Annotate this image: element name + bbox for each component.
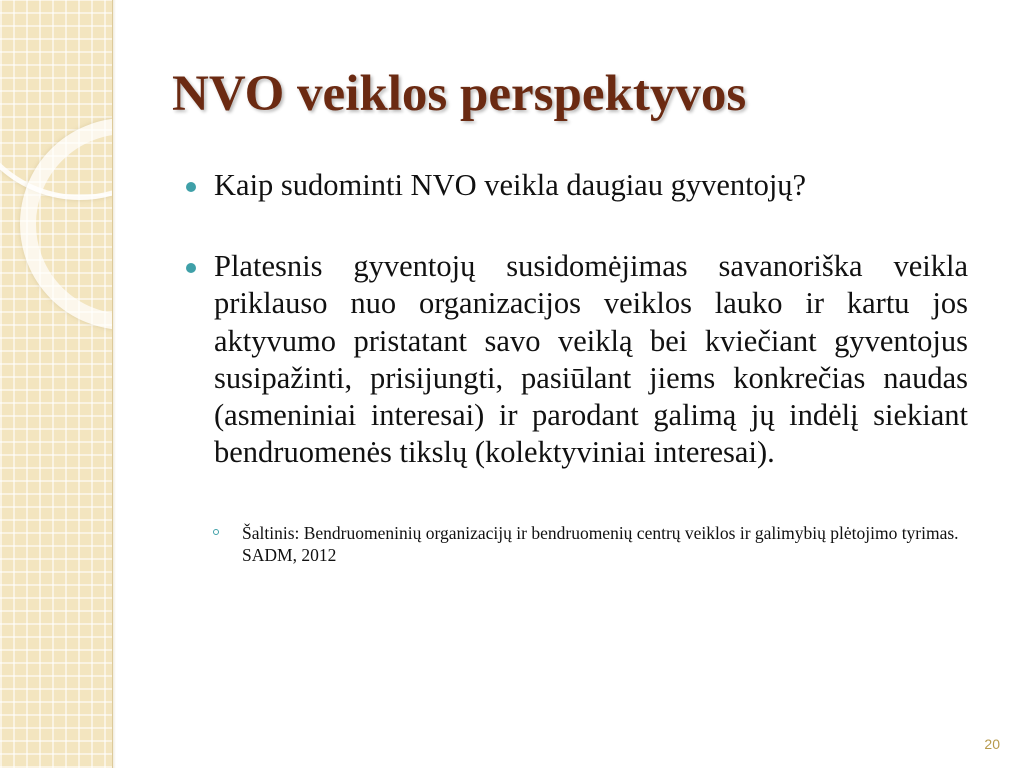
slide-content bbox=[182, 167, 972, 567]
sub-bullet-circle-icon bbox=[213, 529, 219, 535]
page-number: 20 bbox=[984, 736, 1000, 752]
bullet-dot-icon bbox=[186, 263, 196, 273]
bullet-text: Kaip sudominti NVO veikla daugiau gyventojų? bbox=[214, 168, 807, 202]
bullet-item bbox=[182, 167, 972, 204]
sidebar-edge-shadow bbox=[112, 0, 116, 768]
bullet-text: Platesnis gyventojų susidomėjimas savanoriška veikla priklauso nuo organizacijos veiklos lauko ir kartu jos aktyvumo pristatant savo veiklą bei kviečiant gyventojus susipažinti, prisijungti, pasiūlant jiems konkrečias naudas (asmeniniai interesai) ir parodant galimą jų indėlį siekiant bendruomenės tikslų (kolektyviniai interesai). bbox=[214, 249, 968, 470]
slide-title: NVO veiklos perspektyvos bbox=[172, 66, 747, 122]
bullet-item bbox=[182, 248, 968, 471]
decorative-sidebar bbox=[0, 0, 113, 768]
source-note bbox=[182, 523, 990, 567]
source-text: Šaltinis: Bendruomeninių organizacijų ir bendruomenių centrų veiklos ir galimybių plėtojimo tyrimas. SADM, 2012 bbox=[242, 523, 959, 566]
bullet-dot-icon bbox=[186, 182, 196, 192]
